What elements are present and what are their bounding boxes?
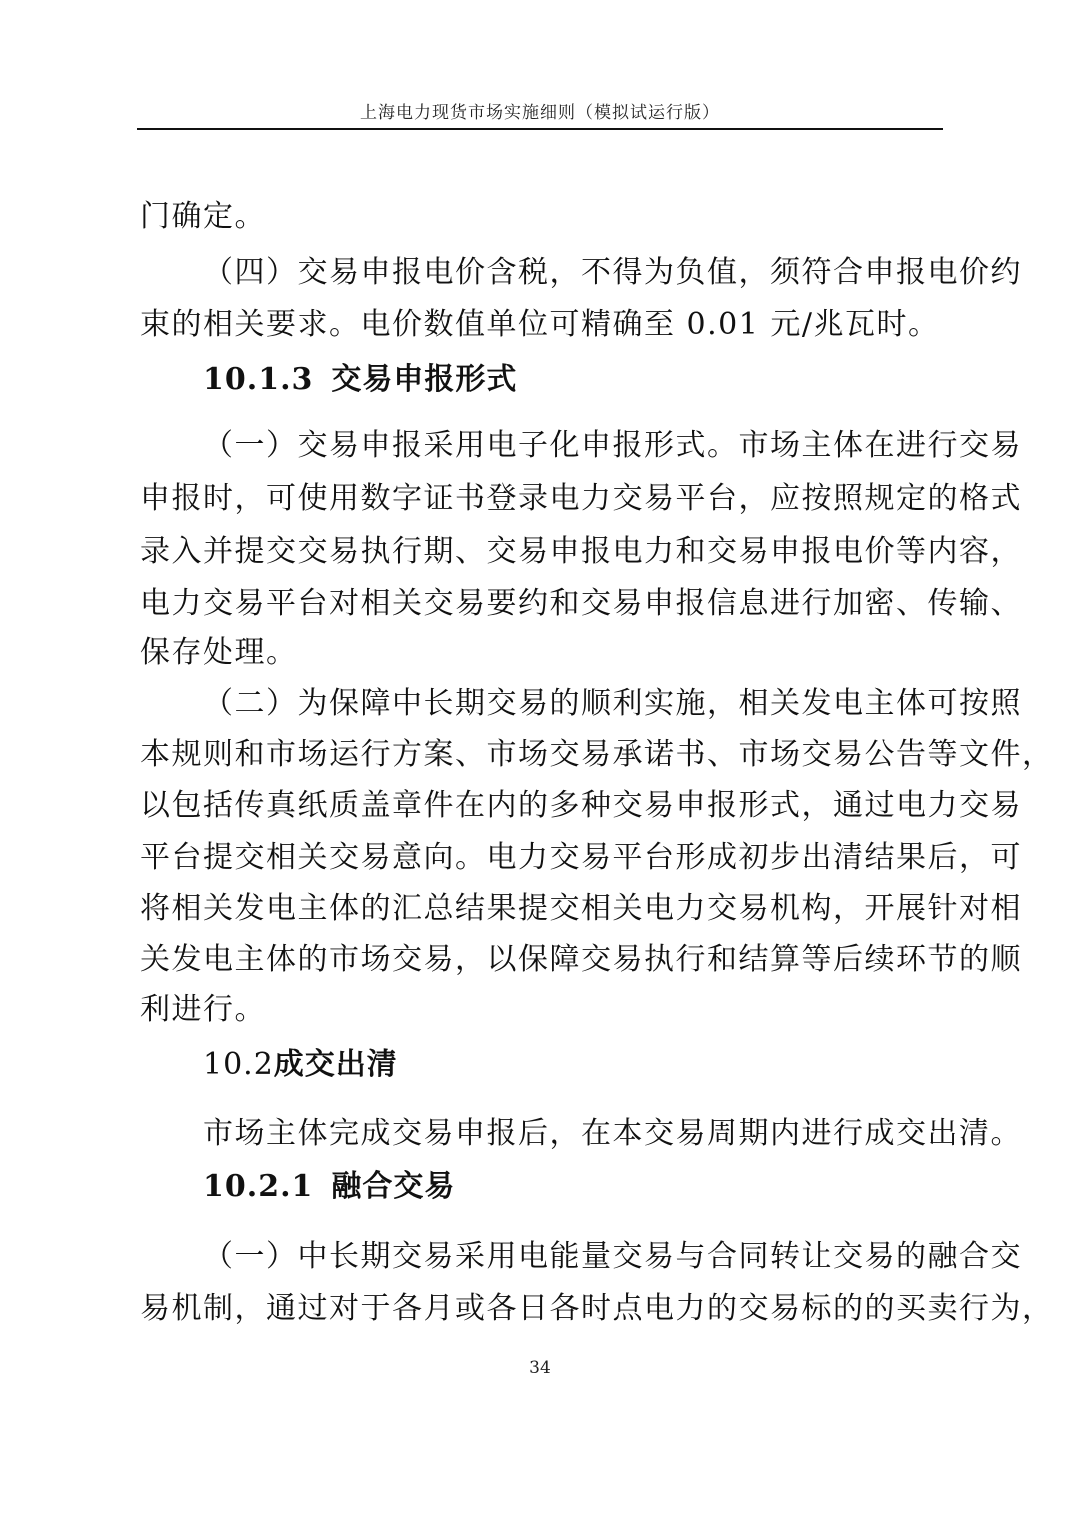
header-divider bbox=[137, 128, 943, 130]
paragraph-line: 束的相关要求。电价数值单位可精确至 0.01 元/兆瓦时。 bbox=[140, 307, 940, 342]
paragraph-line: （一）交易申报采用电子化申报形式。市场主体在进行交易 bbox=[203, 428, 1022, 463]
section-heading-10-1-3 bbox=[203, 360, 517, 400]
paragraph-line: 以包括传真纸质盖章件在内的多种交易申报形式，通过电力交易 bbox=[140, 788, 1022, 823]
running-header: 上海电力现货市场实施细则（模拟试运行版） bbox=[360, 103, 720, 123]
paragraph-line: 市场主体完成交易申报后，在本交易周期内进行成交出清。 bbox=[203, 1116, 1022, 1151]
section-heading-10-2-1 bbox=[203, 1167, 455, 1207]
paragraph-line: 易机制，通过对于各月或各日各时点电力的交易标的的买卖行为， bbox=[140, 1291, 1054, 1326]
paragraph-line: 门确定。 bbox=[140, 199, 266, 234]
paragraph-line: （一）中长期交易采用电能量交易与合同转让交易的融合交 bbox=[203, 1239, 1022, 1274]
section-number: 10.2.1 bbox=[203, 1169, 314, 1204]
paragraph-line: 本规则和市场运行方案、市场交易承诺书、市场交易公告等文件， bbox=[140, 737, 1054, 772]
paragraph-line: （四）交易申报电价含税，不得为负值，须符合申报电价约 bbox=[203, 255, 1022, 290]
paragraph-line: 将相关发电主体的汇总结果提交相关电力交易机构，开展针对相 bbox=[140, 891, 1022, 926]
section-number: 10.1.3 bbox=[203, 362, 314, 397]
paragraph-line: 申报时，可使用数字证书登录电力交易平台，应按照规定的格式 bbox=[140, 481, 1022, 516]
page-number: 34 bbox=[529, 1358, 551, 1378]
paragraph-line: 电力交易平台对相关交易要约和交易申报信息进行加密、传输、 bbox=[140, 586, 1022, 621]
paragraph-line: 利进行。 bbox=[140, 992, 266, 1027]
section-title: 成交出清 bbox=[273, 1047, 398, 1082]
section-title: 交易申报形式 bbox=[331, 362, 518, 397]
paragraph-line: （二）为保障中长期交易的顺利实施，相关发电主体可按照 bbox=[203, 686, 1022, 721]
paragraph-line: 平台提交相关交易意向。电力交易平台形成初步出清结果后，可 bbox=[140, 840, 1022, 875]
section-title: 融合交易 bbox=[331, 1169, 456, 1204]
paragraph-line: 关发电主体的市场交易，以保障交易执行和结算等后续环节的顺 bbox=[140, 942, 1022, 977]
paragraph-line: 录入并提交交易执行期、交易申报电力和交易申报电价等内容， bbox=[140, 534, 1022, 569]
section-heading-10-2 bbox=[203, 1045, 398, 1085]
section-number: 10.2 bbox=[203, 1047, 274, 1082]
paragraph-line: 保存处理。 bbox=[140, 635, 298, 670]
